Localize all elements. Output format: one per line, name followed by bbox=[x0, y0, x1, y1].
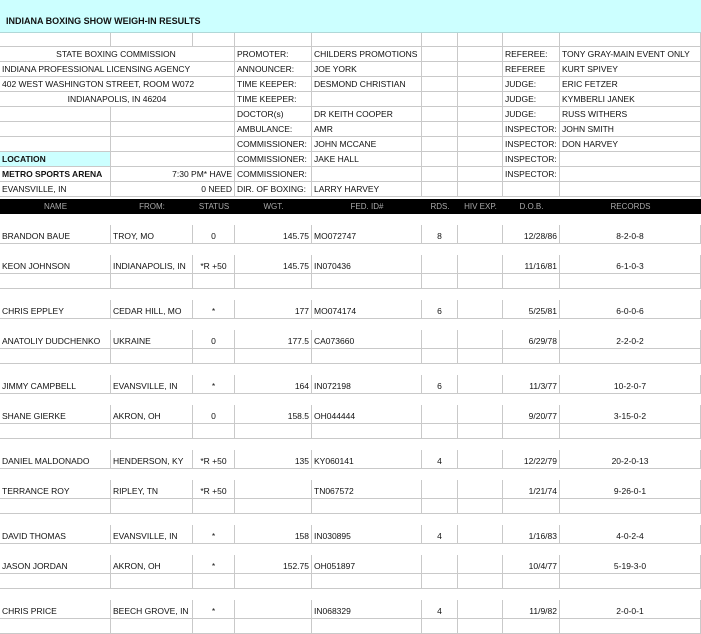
empty-cell bbox=[458, 92, 503, 107]
fighter-from: AKRON, OH bbox=[111, 555, 193, 574]
fighter-from: EVANSVILLE, IN bbox=[111, 375, 193, 394]
fighter-fed: TN067572 bbox=[312, 480, 422, 499]
empty-cell bbox=[235, 349, 312, 364]
empty-cell bbox=[560, 424, 701, 439]
empty-cell bbox=[503, 349, 560, 364]
empty-cell bbox=[422, 619, 458, 634]
fighter-wgt: 164 bbox=[235, 375, 312, 394]
official-name: DR KEITH COOPER bbox=[312, 107, 422, 122]
empty-cell bbox=[422, 167, 458, 182]
empty-cell bbox=[312, 619, 422, 634]
empty-cell bbox=[458, 255, 503, 274]
empty-cell bbox=[458, 330, 503, 349]
empty-cell bbox=[458, 152, 503, 167]
empty-cell bbox=[0, 424, 111, 439]
fighter-dob: 11/16/81 bbox=[503, 255, 560, 274]
empty-cell bbox=[422, 92, 458, 107]
column-header-wgt: WGT. bbox=[235, 199, 312, 214]
official-name: JOHN MCCANE bbox=[312, 137, 422, 152]
fighter-rds: 6 bbox=[422, 300, 458, 319]
official-name: ERIC FETZER bbox=[560, 77, 701, 92]
fighter-wgt: 135 bbox=[235, 450, 312, 469]
empty-cell bbox=[111, 152, 235, 167]
column-header-dob: D.O.B. bbox=[503, 199, 560, 214]
empty-cell bbox=[312, 499, 422, 514]
fighter-rds: 6 bbox=[422, 375, 458, 394]
empty-cell bbox=[458, 137, 503, 152]
fighter-name: TERRANCE ROY bbox=[0, 480, 111, 499]
empty-cell bbox=[560, 499, 701, 514]
official-role: JUDGE: bbox=[503, 77, 560, 92]
empty-cell bbox=[458, 182, 503, 197]
empty-cell bbox=[503, 274, 560, 289]
empty-cell bbox=[458, 375, 503, 394]
fighter-record: 6-0-0-6 bbox=[560, 300, 701, 319]
fighter-dob: 11/3/77 bbox=[503, 375, 560, 394]
fighter-wgt bbox=[235, 480, 312, 499]
empty-cell bbox=[193, 574, 235, 589]
empty-cell bbox=[0, 619, 111, 634]
official-name: CHILDERS PROMOTIONS bbox=[312, 47, 422, 62]
fighter-name: CHRIS EPPLEY bbox=[0, 300, 111, 319]
fighter-name: JASON JORDAN bbox=[0, 555, 111, 574]
empty-cell bbox=[422, 33, 458, 47]
empty-cell bbox=[422, 424, 458, 439]
fighter-dob: 5/25/81 bbox=[503, 300, 560, 319]
commission-line: INDIANAPOLIS, IN 46204 bbox=[0, 92, 235, 107]
empty-cell bbox=[458, 600, 503, 619]
empty-cell bbox=[560, 182, 701, 197]
empty-cell bbox=[560, 619, 701, 634]
empty-cell bbox=[235, 33, 312, 47]
fighter-dob: 12/28/86 bbox=[503, 225, 560, 244]
official-role: AMBULANCE: bbox=[235, 122, 312, 137]
empty-cell bbox=[111, 122, 235, 137]
fighter-rds: 4 bbox=[422, 525, 458, 544]
empty-cell bbox=[193, 33, 235, 47]
empty-cell bbox=[458, 122, 503, 137]
empty-cell bbox=[111, 619, 193, 634]
fighter-dob: 9/20/77 bbox=[503, 405, 560, 424]
empty-cell bbox=[458, 619, 503, 634]
empty-cell bbox=[111, 574, 193, 589]
empty-cell bbox=[422, 152, 458, 167]
fighter-rds bbox=[422, 405, 458, 424]
fighter-status: *R +50 bbox=[193, 480, 235, 499]
empty-cell bbox=[458, 574, 503, 589]
fighter-dob: 1/21/74 bbox=[503, 480, 560, 499]
fighter-fed: CA073660 bbox=[312, 330, 422, 349]
fighter-name: JIMMY CAMPBELL bbox=[0, 375, 111, 394]
empty-cell bbox=[193, 349, 235, 364]
fighter-rds: 4 bbox=[422, 450, 458, 469]
fighter-wgt: 152.75 bbox=[235, 555, 312, 574]
empty-cell bbox=[458, 480, 503, 499]
fighter-fed: IN030895 bbox=[312, 525, 422, 544]
empty-cell bbox=[503, 499, 560, 514]
fighter-name: KEON JOHNSON bbox=[0, 255, 111, 274]
fighter-from: UKRAINE bbox=[111, 330, 193, 349]
fighter-name: BRANDON BAUE bbox=[0, 225, 111, 244]
fighter-wgt: 158.5 bbox=[235, 405, 312, 424]
empty-cell bbox=[0, 122, 111, 137]
empty-cell bbox=[422, 62, 458, 77]
empty-cell bbox=[422, 107, 458, 122]
need-count: 0 NEED bbox=[111, 182, 235, 197]
empty-cell bbox=[0, 499, 111, 514]
empty-cell bbox=[235, 574, 312, 589]
fighter-record: 20-2-0-13 bbox=[560, 450, 701, 469]
official-name: JAKE HALL bbox=[312, 152, 422, 167]
empty-cell bbox=[0, 274, 111, 289]
official-name: AMR bbox=[312, 122, 422, 137]
official-role: COMMISSIONER: bbox=[235, 167, 312, 182]
official-role: INSPECTOR: bbox=[503, 122, 560, 137]
empty-cell bbox=[458, 77, 503, 92]
empty-cell bbox=[193, 424, 235, 439]
empty-cell bbox=[312, 33, 422, 47]
fighter-record: 8-2-0-8 bbox=[560, 225, 701, 244]
empty-cell bbox=[458, 33, 503, 47]
fighter-name: CHRIS PRICE bbox=[0, 600, 111, 619]
official-role: JUDGE: bbox=[503, 92, 560, 107]
fighter-dob: 6/29/78 bbox=[503, 330, 560, 349]
empty-cell bbox=[235, 424, 312, 439]
empty-cell bbox=[111, 33, 193, 47]
official-role: DOCTOR(s) bbox=[235, 107, 312, 122]
official-role: COMMISSIONER: bbox=[235, 152, 312, 167]
fighter-record: 9-26-0-1 bbox=[560, 480, 701, 499]
empty-cell bbox=[458, 555, 503, 574]
empty-cell bbox=[422, 77, 458, 92]
column-header-rds: RDS. bbox=[422, 199, 458, 214]
fighter-status: 0 bbox=[193, 225, 235, 244]
fighter-fed: OH044444 bbox=[312, 405, 422, 424]
fighter-status: * bbox=[193, 375, 235, 394]
empty-cell bbox=[503, 574, 560, 589]
empty-cell bbox=[235, 274, 312, 289]
fighter-rds bbox=[422, 255, 458, 274]
empty-cell bbox=[0, 33, 111, 47]
empty-cell bbox=[560, 274, 701, 289]
fighter-status: * bbox=[193, 555, 235, 574]
empty-cell bbox=[560, 574, 701, 589]
fighter-name: SHANE GIERKE bbox=[0, 405, 111, 424]
title-banner bbox=[0, 0, 701, 33]
column-header-name: NAME bbox=[0, 199, 111, 214]
official-name: DON HARVEY bbox=[560, 137, 701, 152]
fighter-record: 6-1-0-3 bbox=[560, 255, 701, 274]
official-name: KYMBERLI JANEK bbox=[560, 92, 701, 107]
column-header-hiv-exp: HIV EXP. bbox=[458, 199, 503, 214]
official-role: ANNOUNCER: bbox=[235, 62, 312, 77]
empty-cell bbox=[193, 619, 235, 634]
empty-cell bbox=[0, 574, 111, 589]
empty-cell bbox=[422, 349, 458, 364]
fighter-from: CEDAR HILL, MO bbox=[111, 300, 193, 319]
fighter-fed: IN068329 bbox=[312, 600, 422, 619]
fighter-fed: MO072747 bbox=[312, 225, 422, 244]
empty-cell bbox=[422, 574, 458, 589]
empty-cell bbox=[111, 274, 193, 289]
fighter-status: *R +50 bbox=[193, 255, 235, 274]
fighter-dob: 12/22/79 bbox=[503, 450, 560, 469]
official-role: TIME KEEPER: bbox=[235, 77, 312, 92]
fighter-from: TROY, MO bbox=[111, 225, 193, 244]
fighter-wgt: 158 bbox=[235, 525, 312, 544]
fighter-name: ANATOLIY DUDCHENKO bbox=[0, 330, 111, 349]
page-title: INDIANA BOXING SHOW WEIGH-IN RESULTS bbox=[6, 16, 201, 26]
fighter-wgt: 145.75 bbox=[235, 225, 312, 244]
empty-cell bbox=[235, 619, 312, 634]
fighter-rds bbox=[422, 480, 458, 499]
empty-cell bbox=[458, 349, 503, 364]
empty-cell bbox=[111, 349, 193, 364]
fighter-rds bbox=[422, 555, 458, 574]
fighter-wgt: 177.5 bbox=[235, 330, 312, 349]
fighter-rds: 4 bbox=[422, 600, 458, 619]
official-role: INSPECTOR: bbox=[503, 137, 560, 152]
empty-cell bbox=[422, 47, 458, 62]
fighter-fed: OH051897 bbox=[312, 555, 422, 574]
official-role: COMMISSIONER: bbox=[235, 137, 312, 152]
fighter-from: AKRON, OH bbox=[111, 405, 193, 424]
fighter-from: INDIANAPOLIS, IN bbox=[111, 255, 193, 274]
column-header-status: STATUS bbox=[193, 199, 235, 214]
empty-cell bbox=[0, 137, 111, 152]
official-role: DIR. OF BOXING: bbox=[235, 182, 312, 197]
fighter-fed: IN070436 bbox=[312, 255, 422, 274]
empty-cell bbox=[458, 47, 503, 62]
fighter-rds: 8 bbox=[422, 225, 458, 244]
venue-city: EVANSVILLE, IN bbox=[0, 182, 111, 197]
empty-cell bbox=[458, 107, 503, 122]
official-name: KURT SPIVEY bbox=[560, 62, 701, 77]
empty-cell bbox=[312, 349, 422, 364]
empty-cell bbox=[503, 619, 560, 634]
official-name bbox=[560, 152, 701, 167]
official-name bbox=[560, 167, 701, 182]
fighter-status: * bbox=[193, 600, 235, 619]
official-role: INSPECTOR: bbox=[503, 152, 560, 167]
official-role: JUDGE: bbox=[503, 107, 560, 122]
empty-cell bbox=[422, 182, 458, 197]
fighter-status: * bbox=[193, 300, 235, 319]
fighter-status: 0 bbox=[193, 405, 235, 424]
fighter-record: 2-2-0-2 bbox=[560, 330, 701, 349]
empty-cell bbox=[312, 274, 422, 289]
fighter-from: RIPLEY, TN bbox=[111, 480, 193, 499]
empty-cell bbox=[111, 499, 193, 514]
fighter-dob: 10/4/77 bbox=[503, 555, 560, 574]
empty-cell bbox=[0, 107, 111, 122]
fighter-from: BEECH GROVE, IN bbox=[111, 600, 193, 619]
commission-line: 402 WEST WASHINGTON STREET, ROOM W072 bbox=[0, 77, 235, 92]
fighter-status: * bbox=[193, 525, 235, 544]
empty-cell bbox=[458, 225, 503, 244]
official-name: LARRY HARVEY bbox=[312, 182, 422, 197]
empty-cell bbox=[422, 274, 458, 289]
fighter-fed: MO074174 bbox=[312, 300, 422, 319]
empty-cell bbox=[111, 137, 235, 152]
fighter-status: 0 bbox=[193, 330, 235, 349]
official-name: TONY GRAY-MAIN EVENT ONLY bbox=[560, 47, 701, 62]
commission-line: INDIANA PROFESSIONAL LICENSING AGENCY bbox=[0, 62, 235, 77]
fighter-record: 3-15-0-2 bbox=[560, 405, 701, 424]
empty-cell bbox=[458, 300, 503, 319]
empty-cell bbox=[560, 349, 701, 364]
column-header-records: RECORDS bbox=[560, 199, 701, 214]
official-role: REFEREE bbox=[503, 62, 560, 77]
fighter-fed: IN072198 bbox=[312, 375, 422, 394]
column-header-from: FROM: bbox=[111, 199, 193, 214]
empty-cell bbox=[111, 424, 193, 439]
event-time: 7:30 PM* HAVE bbox=[111, 167, 235, 182]
empty-cell bbox=[312, 574, 422, 589]
official-name: JOE YORK bbox=[312, 62, 422, 77]
empty-cell bbox=[193, 499, 235, 514]
empty-cell bbox=[312, 424, 422, 439]
fighter-wgt: 177 bbox=[235, 300, 312, 319]
empty-cell bbox=[458, 405, 503, 424]
empty-cell bbox=[503, 182, 560, 197]
empty-cell bbox=[235, 499, 312, 514]
empty-cell bbox=[458, 499, 503, 514]
empty-cell bbox=[503, 33, 560, 47]
empty-cell bbox=[458, 167, 503, 182]
fighter-dob: 1/16/83 bbox=[503, 525, 560, 544]
fighter-from: EVANSVILLE, IN bbox=[111, 525, 193, 544]
empty-cell bbox=[503, 424, 560, 439]
fighter-dob: 11/9/82 bbox=[503, 600, 560, 619]
official-role: INSPECTOR: bbox=[503, 167, 560, 182]
empty-cell bbox=[560, 33, 701, 47]
official-name bbox=[312, 167, 422, 182]
commission-line: STATE BOXING COMMISSION bbox=[0, 47, 235, 62]
official-role: REFEREE: bbox=[503, 47, 560, 62]
empty-cell bbox=[458, 62, 503, 77]
empty-cell bbox=[111, 107, 235, 122]
empty-cell bbox=[422, 122, 458, 137]
fighter-wgt: 145.75 bbox=[235, 255, 312, 274]
empty-cell bbox=[458, 274, 503, 289]
official-role: PROMOTER: bbox=[235, 47, 312, 62]
fighter-record: 10-2-0-7 bbox=[560, 375, 701, 394]
official-name: DESMOND CHRISTIAN bbox=[312, 77, 422, 92]
fighter-name: DAVID THOMAS bbox=[0, 525, 111, 544]
empty-cell bbox=[422, 137, 458, 152]
empty-cell bbox=[458, 424, 503, 439]
empty-cell bbox=[0, 349, 111, 364]
fighter-rds bbox=[422, 330, 458, 349]
empty-cell bbox=[458, 450, 503, 469]
fighter-record: 4-0-2-4 bbox=[560, 525, 701, 544]
column-header-fed-id: FED. ID# bbox=[312, 199, 422, 214]
fighter-record: 2-0-0-1 bbox=[560, 600, 701, 619]
fighter-wgt bbox=[235, 600, 312, 619]
official-name bbox=[312, 92, 422, 107]
empty-cell bbox=[422, 499, 458, 514]
location-label: LOCATION bbox=[0, 152, 111, 167]
fighter-record: 5-19-3-0 bbox=[560, 555, 701, 574]
empty-cell bbox=[193, 274, 235, 289]
fighter-from: HENDERSON, KY bbox=[111, 450, 193, 469]
official-role: TIME KEEPER: bbox=[235, 92, 312, 107]
fighter-status: *R +50 bbox=[193, 450, 235, 469]
empty-cell bbox=[458, 525, 503, 544]
official-name: RUSS WITHERS bbox=[560, 107, 701, 122]
fighter-name: DANIEL MALDONADO bbox=[0, 450, 111, 469]
fighter-fed: KY060141 bbox=[312, 450, 422, 469]
official-name: JOHN SMITH bbox=[560, 122, 701, 137]
venue-name: METRO SPORTS ARENA bbox=[0, 167, 111, 182]
